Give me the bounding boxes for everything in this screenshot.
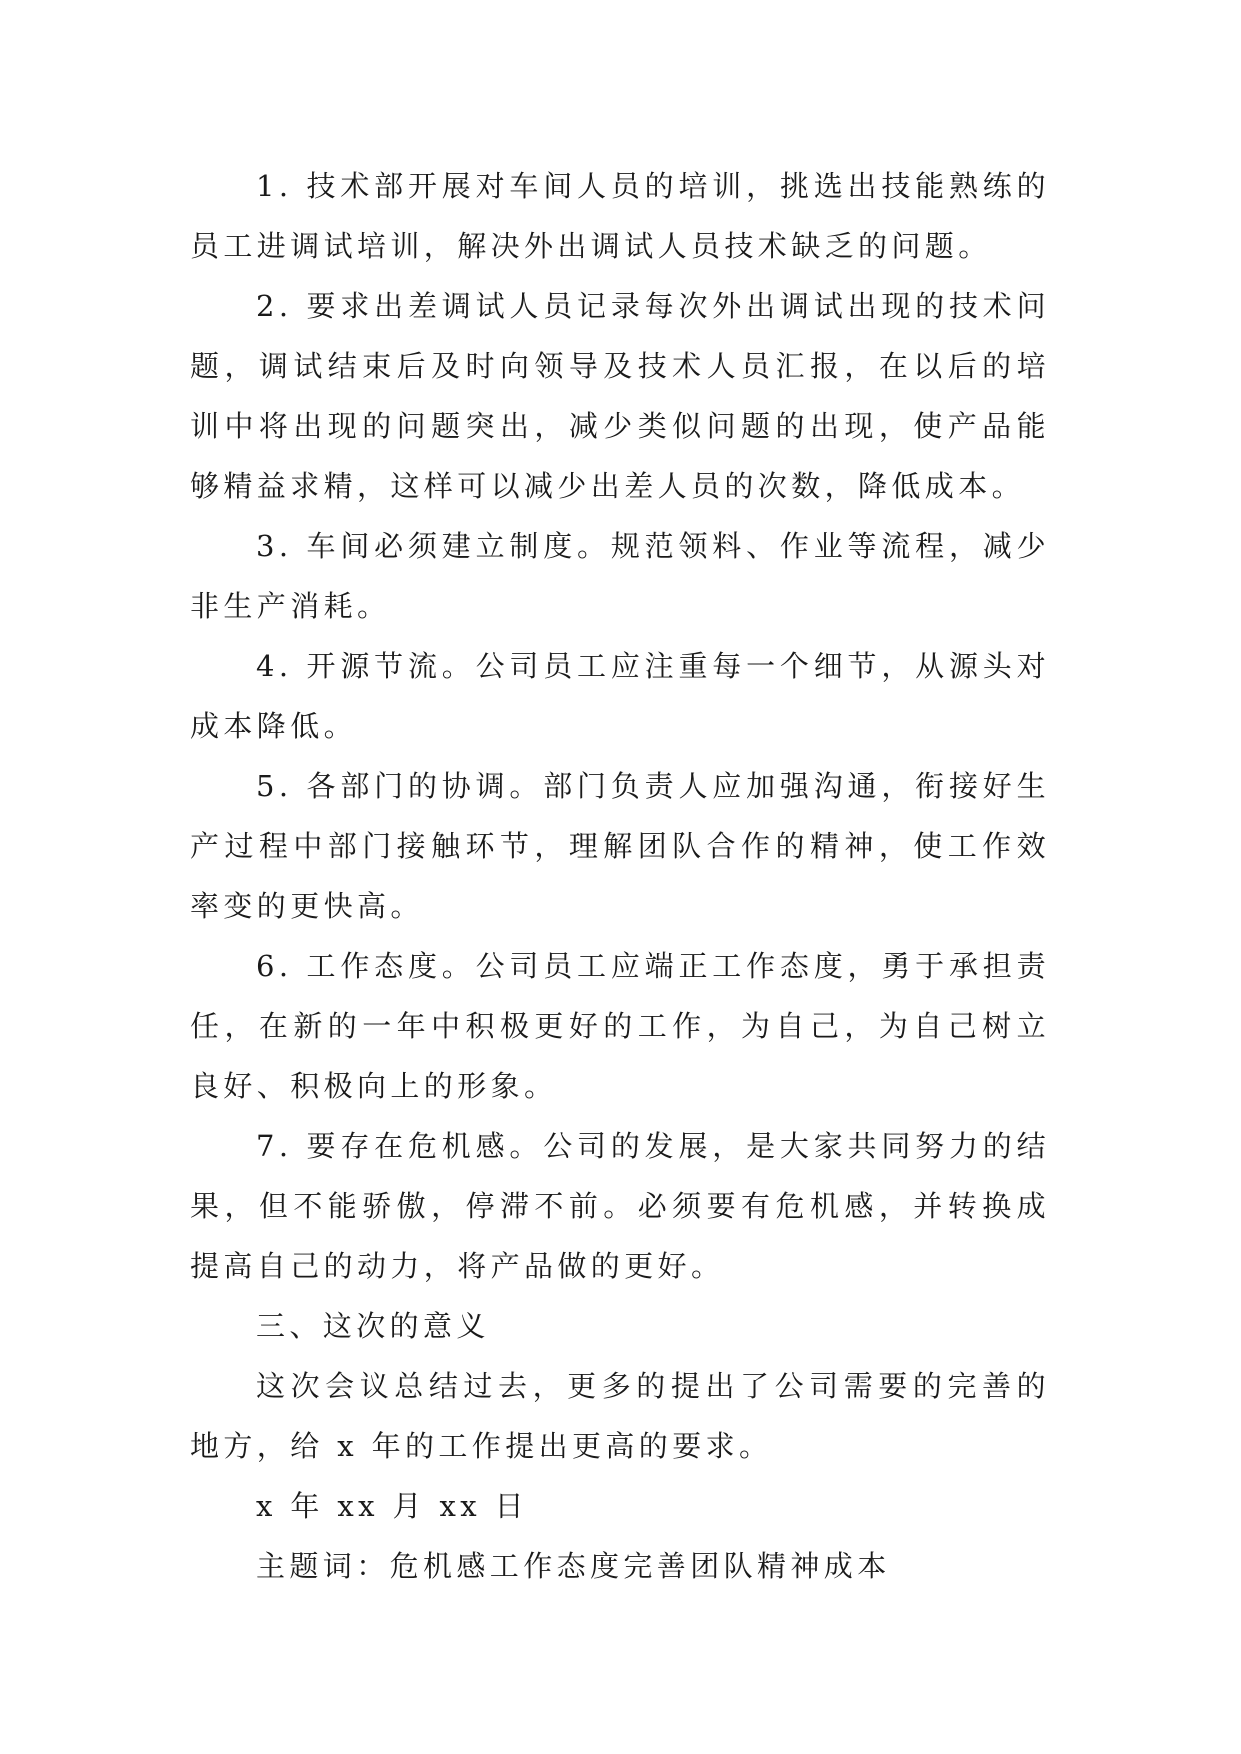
list-item-5: 5. 各部门的协调。部门负责人应加强沟通，衔接好生产过程中部门接触环节，理解团队合作的精神，使工作效率变的更快高。 (190, 769, 1050, 923)
list-item-1: 1. 技术部开展对车间人员的培训，挑选出技能熟练的员工进调试培训，解决外出调试人员技术缺乏的问题。 (190, 169, 1050, 263)
list-item-3: 3. 车间必须建立制度。规范领料、作业等流程，减少非生产消耗。 (190, 529, 1050, 623)
document-date: x 年 xx 月 xx 日 (256, 1489, 529, 1523)
list-item-6: 6. 工作态度。公司员工应端正工作态度，勇于承担责任，在新的一年中积极更好的工作，为自己，为自己树立良好、积极向上的形象。 (190, 949, 1050, 1103)
list-item-7: 7. 要存在危机感。公司的发展，是大家共同努力的结果，但不能骄傲，停滞不前。必须要有危机感，并转换成提高自己的动力，将产品做的更好。 (190, 1129, 1050, 1283)
list-item-2: 2. 要求出差调试人员记录每次外出调试出现的技术问题，调试结束后及时向领导及技术人员汇报，在以后的培训中将出现的问题突出，减少类似问题的出现，使产品能够精益求精，这样可以减少出差人员的次数，降低成本。 (190, 289, 1050, 503)
keywords-line: 主题词：危机感工作态度完善团队精神成本 (256, 1549, 891, 1583)
list-item-4: 4. 开源节流。公司员工应注重每一个细节，从源头对成本降低。 (190, 649, 1050, 743)
document-body (190, 156, 1050, 1596)
section-paragraph: 这次会议总结过去，更多的提出了公司需要的完善的地方，给 x 年的工作提出更高的要求。 (190, 1369, 1050, 1463)
section-heading: 三、这次的意义 (256, 1309, 490, 1343)
